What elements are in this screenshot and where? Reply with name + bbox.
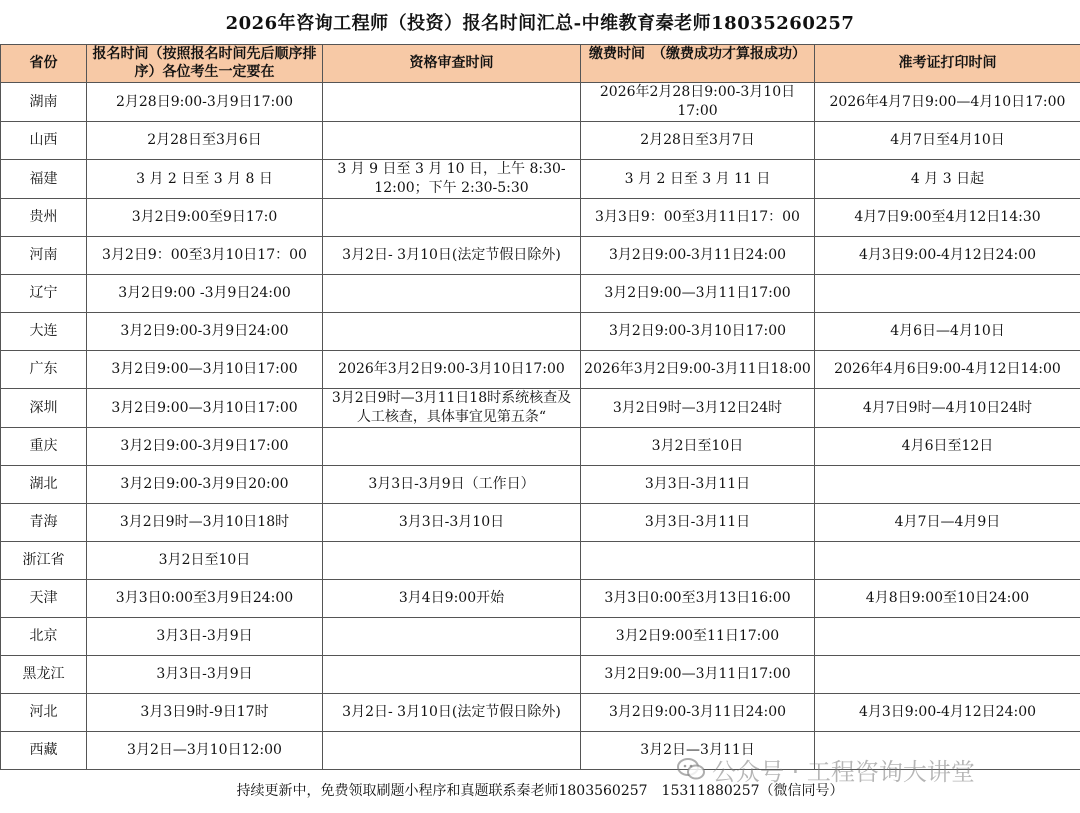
table-row (1, 389, 1080, 428)
cell-province: 辽宁 (1, 275, 87, 313)
cell-admission (815, 275, 1080, 313)
cell-registration: 3月2日9:00—3月10日17:00 (87, 351, 323, 389)
cell-admission: 4月8日9:00至10日24:00 (815, 580, 1080, 618)
table-row (1, 466, 1080, 504)
cell-registration: 3月2日9:00至9日17:0 (87, 199, 323, 237)
cell-province: 山西 (1, 122, 87, 160)
cell-admission: 4月6日至12日 (815, 428, 1080, 466)
cell-review: 3月2日9时—3月11日18时系统核查及人工核查，具体事宜见第五条“ (323, 389, 581, 428)
table-row (1, 428, 1080, 466)
cell-review: 3月2日- 3月10日(法定节假日除外) (323, 694, 581, 732)
cell-review (323, 732, 581, 770)
table-row (1, 313, 1080, 351)
table-row (1, 122, 1080, 160)
cell-review (323, 618, 581, 656)
cell-admission: 4月7日9:00至4月12日14:30 (815, 199, 1080, 237)
cell-registration: 3月3日0:00至3月9日24:00 (87, 580, 323, 618)
cell-admission: 4月7日—4月9日 (815, 504, 1080, 542)
header-admission: 准考证打印时间 (815, 45, 1080, 83)
page-title: 2026年咨询工程师（投资）报名时间汇总-中维教育秦老师18035260257 (225, 13, 855, 34)
cell-registration: 3月2日9:00—3月10日17:00 (87, 389, 323, 428)
table-row (1, 542, 1080, 580)
cell-province: 大连 (1, 313, 87, 351)
cell-admission (815, 656, 1080, 694)
cell-payment: 3月3日9：00至3月11日17：00 (581, 199, 815, 237)
cell-admission: 4 月 3 日起 (815, 160, 1080, 199)
cell-admission: 2026年4月6日9:00-4月12日14:00 (815, 351, 1080, 389)
cell-payment: 2026年2月28日9:00-3月10日17:00 (581, 83, 815, 122)
cell-province: 西藏 (1, 732, 87, 770)
cell-admission: 4月3日9:00-4月12日24:00 (815, 694, 1080, 732)
header-province: 省份 (1, 45, 87, 83)
table-row (1, 618, 1080, 656)
cell-payment: 3月3日-3月11日 (581, 504, 815, 542)
cell-registration: 3月2日9:00 -3月9日24:00 (87, 275, 323, 313)
cell-admission (815, 466, 1080, 504)
cell-payment: 3月2日至10日 (581, 428, 815, 466)
cell-payment: 3月2日9时—3月12日24时 (581, 389, 815, 428)
cell-admission (815, 542, 1080, 580)
table-row (1, 275, 1080, 313)
table-row (1, 199, 1080, 237)
cell-registration: 3月2日—3月10日12:00 (87, 732, 323, 770)
cell-province: 湖南 (1, 83, 87, 122)
header-review: 资格审查时间 (323, 45, 581, 83)
cell-payment: 3月2日9:00-3月11日24:00 (581, 694, 815, 732)
cell-province: 重庆 (1, 428, 87, 466)
cell-registration: 2月28日9:00-3月9日17:00 (87, 83, 323, 122)
cell-registration: 3月2日9:00-3月9日20:00 (87, 466, 323, 504)
cell-payment: 2月28日至3月7日 (581, 122, 815, 160)
table-row (1, 83, 1080, 122)
table-header-row (1, 45, 1080, 83)
cell-payment: 3月2日—3月11日 (581, 732, 815, 770)
table-row (1, 656, 1080, 694)
cell-payment: 3月3日-3月11日 (581, 466, 815, 504)
cell-payment: 3月3日0:00至3月13日16:00 (581, 580, 815, 618)
cell-registration: 3月2日9:00-3月9日24:00 (87, 313, 323, 351)
cell-payment: 3月2日9:00—3月11日17:00 (581, 275, 815, 313)
cell-review (323, 83, 581, 122)
cell-admission: 4月7日9时—4月10日24时 (815, 389, 1080, 428)
table-row (1, 351, 1080, 389)
cell-payment: 3月2日9:00-3月10日17:00 (581, 313, 815, 351)
cell-review (323, 313, 581, 351)
cell-admission: 4月3日9:00-4月12日24:00 (815, 237, 1080, 275)
cell-payment: 3月2日9:00-3月11日24:00 (581, 237, 815, 275)
cell-review: 3 月 9 日至 3 月 10 日，上午 8:30-12:00；下午 2:30-5:30 (323, 160, 581, 199)
cell-province: 青海 (1, 504, 87, 542)
footer-note: 持续更新中，免费领取刷题小程序和真题联系秦老师18035602​57 15311880257（微信同号） (236, 783, 844, 799)
cell-province: 广东 (1, 351, 87, 389)
cell-admission: 4月7日至4月10日 (815, 122, 1080, 160)
cell-province: 黑龙江 (1, 656, 87, 694)
table-row (1, 694, 1080, 732)
schedule-table (0, 44, 1080, 770)
table-row (1, 504, 1080, 542)
cell-review: 3月4日9:00开始 (323, 580, 581, 618)
cell-registration: 3月2日9:00-3月9日17:00 (87, 428, 323, 466)
table-row (1, 237, 1080, 275)
cell-province: 河南 (1, 237, 87, 275)
cell-registration: 3月3日9时-9日17时 (87, 694, 323, 732)
cell-province: 浙江省 (1, 542, 87, 580)
cell-province: 北京 (1, 618, 87, 656)
cell-payment: 2026年3月2日9:00-3月11日18:00 (581, 351, 815, 389)
cell-review: 3月3日-3月10日 (323, 504, 581, 542)
cell-review: 2026年3月2日9:00-3月10日17:00 (323, 351, 581, 389)
cell-registration: 3月3日-3月9日 (87, 656, 323, 694)
table-row (1, 580, 1080, 618)
cell-payment: 3 月 2 日至 3 月 11 日 (581, 160, 815, 199)
cell-registration: 3月2日9：00至3月10日17：00 (87, 237, 323, 275)
cell-review: 3月2日- 3月10日(法定节假日除外) (323, 237, 581, 275)
cell-review (323, 199, 581, 237)
cell-payment: 3月2日9:00至11日17:00 (581, 618, 815, 656)
cell-registration: 3月3日-3月9日 (87, 618, 323, 656)
table-row (1, 160, 1080, 199)
cell-payment: 3月2日9:00—3月11日17:00 (581, 656, 815, 694)
watermark-text: 公众号 · 工程咨询大讲堂 (712, 757, 975, 786)
cell-province: 河北 (1, 694, 87, 732)
cell-registration: 2月28日至3月6日 (87, 122, 323, 160)
cell-admission: 4月6日—4月10日 (815, 313, 1080, 351)
cell-review: 3月3日-3月9日（工作日） (323, 466, 581, 504)
cell-province: 福建 (1, 160, 87, 199)
header-registration: 报名时间（按照报名时间先后顺序排序）各位考生一定要在 (87, 45, 323, 83)
cell-review (323, 656, 581, 694)
cell-province: 贵州 (1, 199, 87, 237)
cell-review (323, 122, 581, 160)
cell-admission: 2026年4月7日9:00—4月10日17:00 (815, 83, 1080, 122)
cell-review (323, 275, 581, 313)
cell-province: 深圳 (1, 389, 87, 428)
cell-registration: 3月2日9时—3月10日18时 (87, 504, 323, 542)
cell-admission (815, 618, 1080, 656)
cell-registration: 3 月 2 日至 3 月 8 日 (87, 160, 323, 199)
cell-province: 天津 (1, 580, 87, 618)
cell-registration: 3月2日至10日 (87, 542, 323, 580)
cell-review (323, 428, 581, 466)
cell-province: 湖北 (1, 466, 87, 504)
cell-payment (581, 542, 815, 580)
header-payment: 缴费时间 （缴费成功才算报成功） (581, 45, 815, 83)
cell-review (323, 542, 581, 580)
